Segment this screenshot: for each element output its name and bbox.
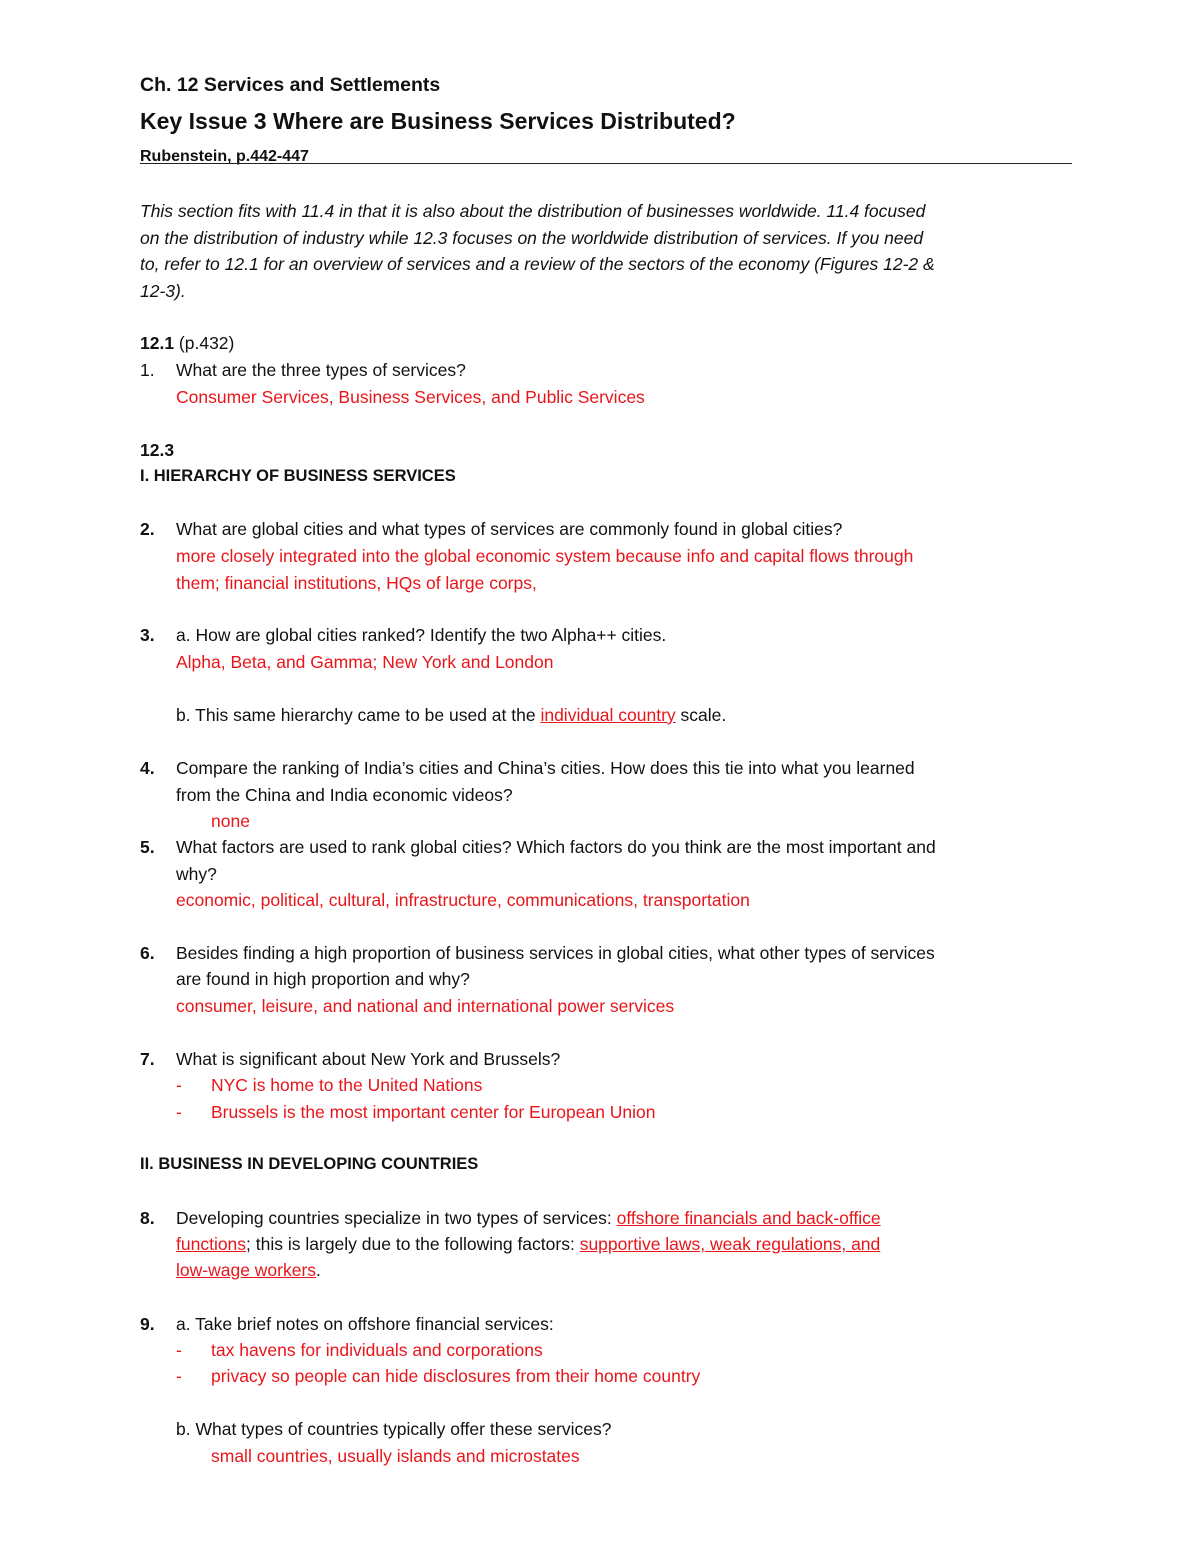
intro-line: to, refer to 12.1 for an overview of services and a review of the sectors of the economy (Figures 12-2 & xyxy=(140,254,935,274)
question-number: 7. xyxy=(140,1049,155,1069)
question-4-text: Compare the ranking of India’s cities and China’s cities. How does this tie into what you learned xyxy=(176,758,915,778)
question-number: 2. xyxy=(140,519,155,539)
question-3b-fill-answer: individual country xyxy=(540,705,676,725)
question-6-text: are found in high proportion and why? xyxy=(176,969,470,989)
question-2-answer: them; financial institutions, HQs of large corps, xyxy=(176,573,537,593)
question-9a-bullet: privacy so people can hide disclosures from their home country xyxy=(211,1366,701,1386)
question-9b-text: b. What types of countries typically offer these services? xyxy=(176,1419,612,1439)
question-8-middle: ; this is largely due to the following factors: xyxy=(246,1234,580,1254)
question-8-period: . xyxy=(316,1260,321,1280)
question-8-text xyxy=(176,1257,321,1284)
question-7-text: What is significant about New York and Brussels? xyxy=(176,1049,561,1069)
question-1-text: What are the three types of services? xyxy=(176,360,466,380)
question-number: 3. xyxy=(140,625,155,645)
bullet-dash: - xyxy=(176,1075,182,1095)
question-7-bullet: NYC is home to the United Nations xyxy=(211,1075,483,1095)
question-8-fill-answer: offshore financials and back-office xyxy=(616,1208,881,1228)
section-12-3-heading: 12.3 xyxy=(140,440,175,460)
intro-line: This section fits with 11.4 in that it is also about the distribution of businesses worldwide. 11.4 focused xyxy=(140,201,926,221)
question-8-prefix: Developing countries specialize in two types of services: xyxy=(176,1208,617,1228)
question-9a-bullet: tax havens for individuals and corporations xyxy=(211,1340,543,1360)
bullet-dash: - xyxy=(176,1340,182,1360)
question-5-text: why? xyxy=(176,864,217,884)
question-5-text: What factors are used to rank global cities? Which factors do you think are the most important and xyxy=(176,837,936,857)
section-number: 12.1 xyxy=(140,333,175,353)
question-3b-prefix: b. This same hierarchy came to be used at the xyxy=(176,705,541,725)
question-number: 6. xyxy=(140,943,155,963)
question-8-fill-answer: supportive laws, weak regulations, and xyxy=(579,1234,881,1254)
question-3a-answer: Alpha, Beta, and Gamma; New York and London xyxy=(176,652,554,672)
question-5-answer: economic, political, cultural, infrastructure, communications, transportation xyxy=(176,890,750,910)
question-8-text xyxy=(176,1205,881,1232)
bullet-dash: - xyxy=(176,1366,182,1386)
question-3b-text xyxy=(176,702,726,729)
question-9a-text: a. Take brief notes on offshore financial services: xyxy=(176,1314,554,1334)
question-4-answer: none xyxy=(211,811,250,831)
question-3b-suffix: scale. xyxy=(675,705,727,725)
question-number: 9. xyxy=(140,1314,155,1334)
question-2-text: What are global cities and what types of services are commonly found in global cities? xyxy=(176,519,843,539)
section-12-1-heading xyxy=(140,330,234,357)
question-3a-text: a. How are global cities ranked? Identify the two Alpha++ cities. xyxy=(176,625,667,645)
question-number: 4. xyxy=(140,758,155,778)
question-1-answer: Consumer Services, Business Services, and Public Services xyxy=(176,387,645,407)
question-8-text xyxy=(176,1231,880,1258)
question-4-text: from the China and India economic videos? xyxy=(176,785,513,805)
question-6-answer: consumer, leisure, and national and international power services xyxy=(176,996,675,1016)
question-9b-answer: small countries, usually islands and microstates xyxy=(211,1446,580,1466)
header-rule xyxy=(140,163,1072,164)
question-6-text: Besides finding a high proportion of business services in global cities, what other types of services xyxy=(176,943,935,963)
chapter-title: Ch. 12 Services and Settlements xyxy=(140,74,441,96)
question-8-fill-answer: low-wage workers xyxy=(176,1260,317,1280)
key-issue-title: Key Issue 3 Where are Business Services Distributed? xyxy=(140,108,736,134)
bullet-dash: - xyxy=(176,1102,182,1122)
intro-paragraph xyxy=(140,198,935,304)
question-number: 5. xyxy=(140,837,155,857)
question-8-fill-answer: functions xyxy=(176,1234,247,1254)
question-2-answer: more closely integrated into the global economic system because info and capital flows through xyxy=(176,546,914,566)
source-reference: Rubenstein, p.442-447 xyxy=(140,148,309,165)
question-number: 8. xyxy=(140,1208,155,1228)
intro-line: on the distribution of industry while 12.3 focuses on the worldwide distribution of services. If you need xyxy=(140,227,924,248)
question-7-bullet: Brussels is the most important center for European Union xyxy=(211,1102,656,1122)
question-number: 1. xyxy=(140,360,155,380)
part-2-heading: II. BUSINESS IN DEVELOPING COUNTRIES xyxy=(140,1155,479,1173)
section-page: (p.432) xyxy=(174,333,235,353)
intro-line: 12-3). xyxy=(140,280,186,301)
part-1-heading: I. HIERARCHY OF BUSINESS SERVICES xyxy=(140,467,456,485)
